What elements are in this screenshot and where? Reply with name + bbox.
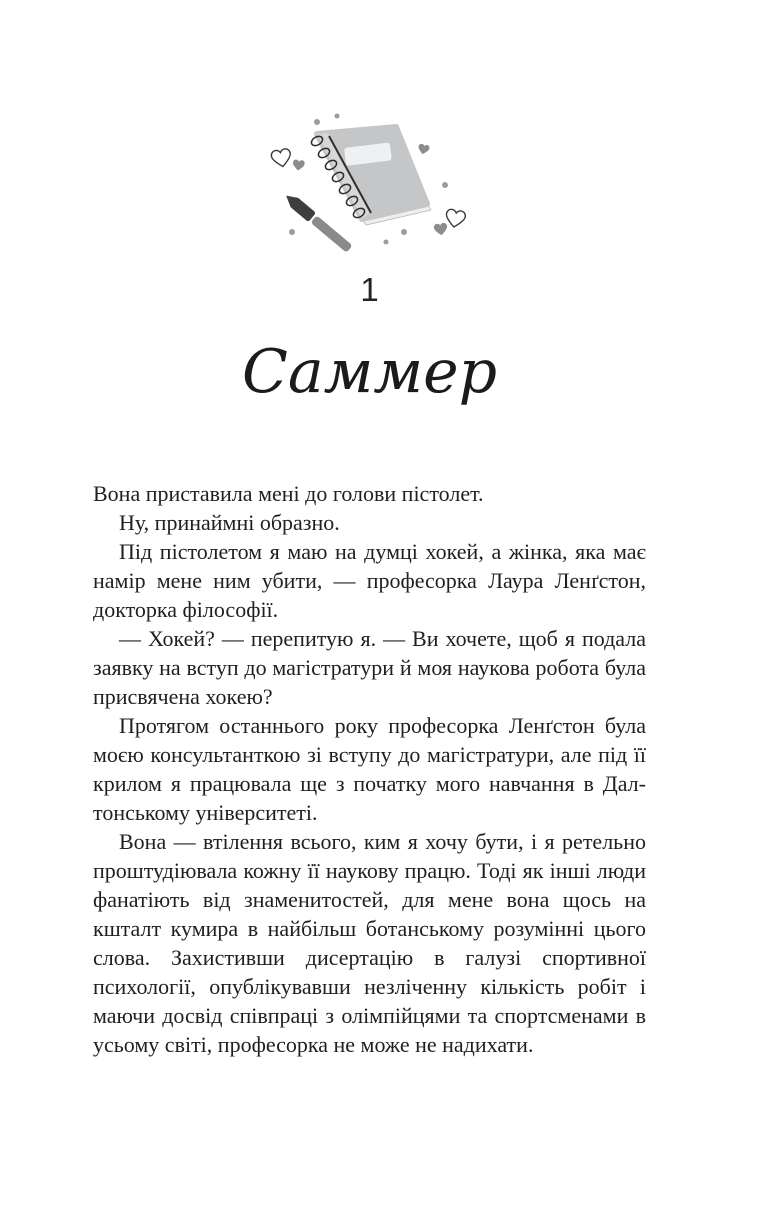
paragraph: Ну, принаймні образно.	[119, 510, 340, 535]
paragraph: Протягом останнього року професорка Ленґстон була моєю консультанткою зі вступу до магістратури, але під її крилом я працювала ще з початку мого навчання в Далтонському університеті.	[93, 713, 646, 825]
heart-filled-icon	[292, 159, 305, 171]
notebook-icon	[310, 127, 431, 225]
paragraph: Вона приставила мені до голови пістолет.	[93, 481, 484, 506]
chapter-number: 1	[360, 271, 379, 308]
heart-filled-icon	[433, 222, 448, 236]
notebook-illustration	[267, 112, 472, 254]
heart-filled-icon	[417, 143, 430, 155]
paragraph: Під пістолетом я маю на думці хокей, а жінка, яка має намір мене ним убити, — професорка Лаура Ленґстон, докторка філософії.	[93, 539, 646, 622]
paragraph: Вона — втілення всього, ким я хочу бути, і я ретельно проштудіювала кожну її наукову працю. Тоді як інші люди фанатіють від знаменитостей, для мене вона щось на кшталт кумира в найбільш ботанському розумінні цього слова. Захистивши дисертацію в галузі спортивної психології, опублікувавши незліченну кількість робіт і маючи досвід співпраці з олімпійцями та спортсменами в усьому світі, професорка не може не надихати.	[93, 829, 646, 1057]
chapter-title: Саммер	[241, 337, 498, 407]
chapter-text	[93, 479, 646, 1059]
heart-outline-icon	[271, 148, 293, 168]
heart-outline-icon	[444, 209, 466, 229]
pen-icon	[282, 191, 353, 254]
chapter-illustration	[93, 112, 646, 254]
paragraph: — Хокей? — перепитую я. — Ви хочете, щоб я подала заявку на вступ до магістратури й моя наукова робота була присвячена хокею?	[93, 626, 646, 709]
